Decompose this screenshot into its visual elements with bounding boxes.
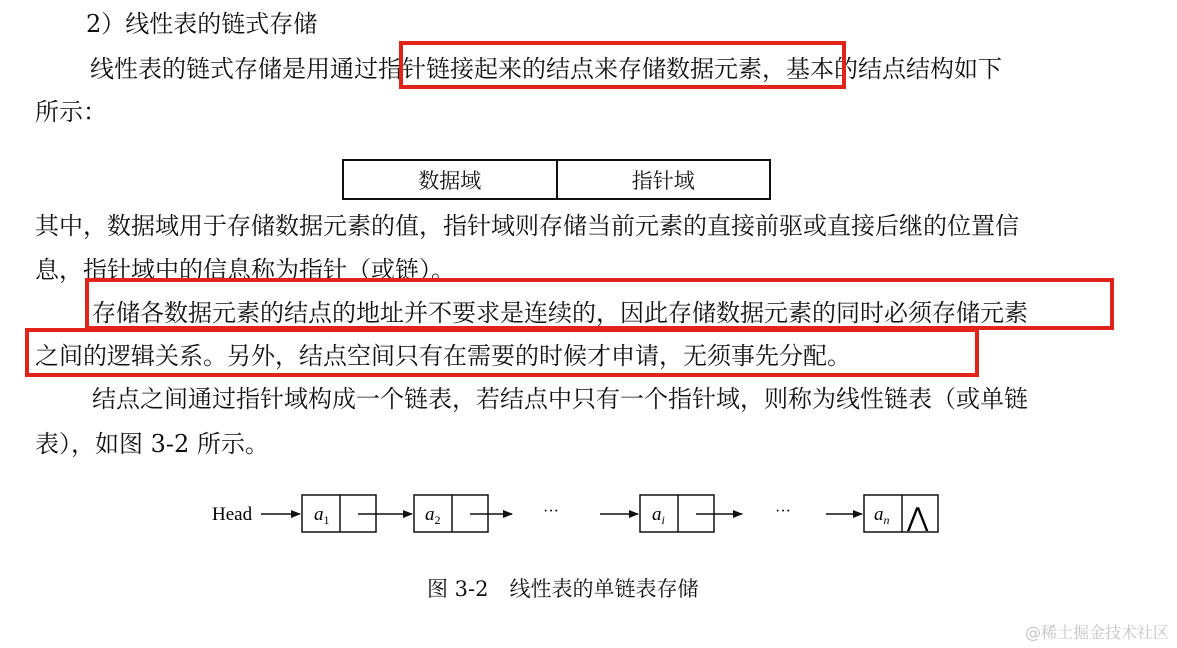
list-node-1 xyxy=(302,495,412,532)
list-node-n xyxy=(864,495,938,532)
node-1-subscript: 1 xyxy=(323,513,330,527)
paragraph-3-line-2: 之间的逻辑关系。另外，结点空间只有在需要的时候才申请，无须事先分配。 xyxy=(35,342,851,370)
list-node-2 xyxy=(414,495,512,532)
svg-text:ai xyxy=(652,504,665,527)
paragraph-2-line-2: 息，指针域中的信息称为指针（或链）。 xyxy=(35,256,455,284)
node-i-subscript: i xyxy=(661,513,665,527)
paragraph-1-line-2: 所示： xyxy=(35,98,107,126)
node-n-letter: a xyxy=(874,504,884,525)
data-field-cell: 数据域 xyxy=(418,168,482,193)
pointer-field-cell: 指针域 xyxy=(556,161,770,198)
paragraph-4-line-2: 表），如图 3-2 所示。 xyxy=(35,430,269,458)
list-node-i xyxy=(640,495,742,532)
svg-text:a1 xyxy=(314,504,330,527)
paragraph-2-line-1: 其中，数据域用于存储数据元素的值，指针域则存储当前元素的直接前驱或直接后继的位置信 xyxy=(35,212,1019,240)
node-2-letter: a xyxy=(425,504,435,525)
null-pointer-symbol: ⋀ xyxy=(907,503,929,532)
ellipsis-1: ··· xyxy=(543,503,559,520)
svg-text:an xyxy=(874,504,890,527)
node-n-subscript: n xyxy=(883,513,890,527)
node-2-subscript: 2 xyxy=(434,513,441,527)
figure-caption: 图 3-2 线性表的单链表存储 xyxy=(427,577,699,601)
ellipsis-2: ··· xyxy=(775,503,791,520)
paragraph-3-line-1: 存储各数据元素的结点的地址并不要求是连续的，因此存储数据元素的同时必须存储元素 xyxy=(92,299,1028,327)
svg-text:a2 xyxy=(425,504,441,527)
paragraph-1-line-1: 线性表的链式存储是用通过指针链接起来的结点来存储数据元素，基本的结点结构如下 xyxy=(90,55,1002,83)
node-i-letter: a xyxy=(652,504,662,525)
node-1-letter: a xyxy=(314,504,324,525)
paragraph-4-line-1: 结点之间通过指针域构成一个链表，若结点中只有一个指针域，则称为线性链表（或单链 xyxy=(92,385,1028,413)
watermark: @稀土掘金技术社区 xyxy=(1024,623,1169,642)
section-heading: 2）线性表的链式存储 xyxy=(86,10,318,38)
head-label: Head xyxy=(212,504,253,525)
